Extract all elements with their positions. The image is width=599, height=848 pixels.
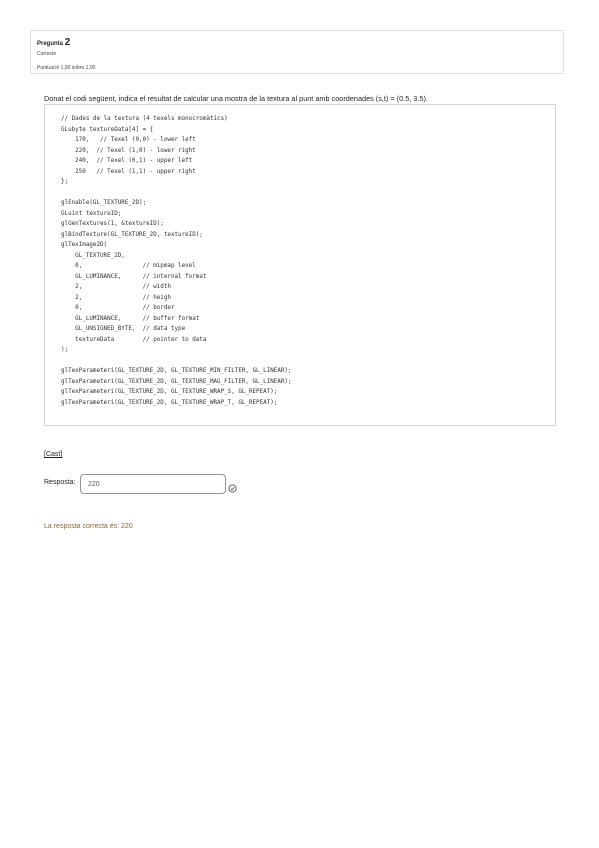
code-block (44, 104, 556, 426)
question-label: Pregunta (37, 41, 64, 47)
answer-input[interactable] (80, 474, 226, 494)
question-info-box (30, 30, 564, 74)
question-state: Correcte (37, 51, 57, 57)
question-text: Donat el codi següent, indica el resultat de calcular una mostra de la textura al punt amb coordenades (s,t) = (0.5, 3.5). (44, 94, 428, 103)
cast-link[interactable]: [Cast] (44, 451, 63, 458)
code-content: // Dades de la textura (4 texels monocromàtics) GLubyte textureData[4] = { 170, // Texel (0,0) - lower left 220, // Texel (1,0) - lower right 240, // Texel (0,1) - upper left 250 // Texel (1,1) - upper right }; glEnable(GL_TEXTURE_2D); GLuint textureID; glGenTextures(1, &textureID); glBindTexture(GL_TEXTURE_2D, textureID); glTexImage2D( GL_TEXTURE_2D, 0, // mipmap level GL_LUMINANCE, // internal format 2, // width 2, // heigh 0, // border GL_LUMINANCE, // buffer format GL_UNSIGNED_BYTE, // data type textureData // pointer to data ); glTexParameteri(GL_TEXTURE_2D, GL_TEXTURE_MIN_FILTER, GL_LINEAR); glTexParameteri(GL_TEXTURE_2D, GL_TEXTURE_MAG_FILTER, GL_LINEAR); glTexParameteri(GL_TEXTURE_2D, GL_TEXTURE_WRAP_S, GL_REPEAT); glTexParameteri(GL_TEXTURE_2D, GL_TEXTURE_WRAP_T, GL_REPEAT); (61, 116, 292, 406)
question-number: 2 (64, 37, 71, 48)
correct-answer-feedback: La resposta correcta és: 220 (44, 523, 133, 530)
check-circle-icon (228, 480, 237, 489)
question-number-line (37, 37, 70, 48)
question-grade: Puntuació 1,00 sobre 1,00 (37, 65, 96, 71)
answer-label: Resposta: (44, 479, 76, 486)
